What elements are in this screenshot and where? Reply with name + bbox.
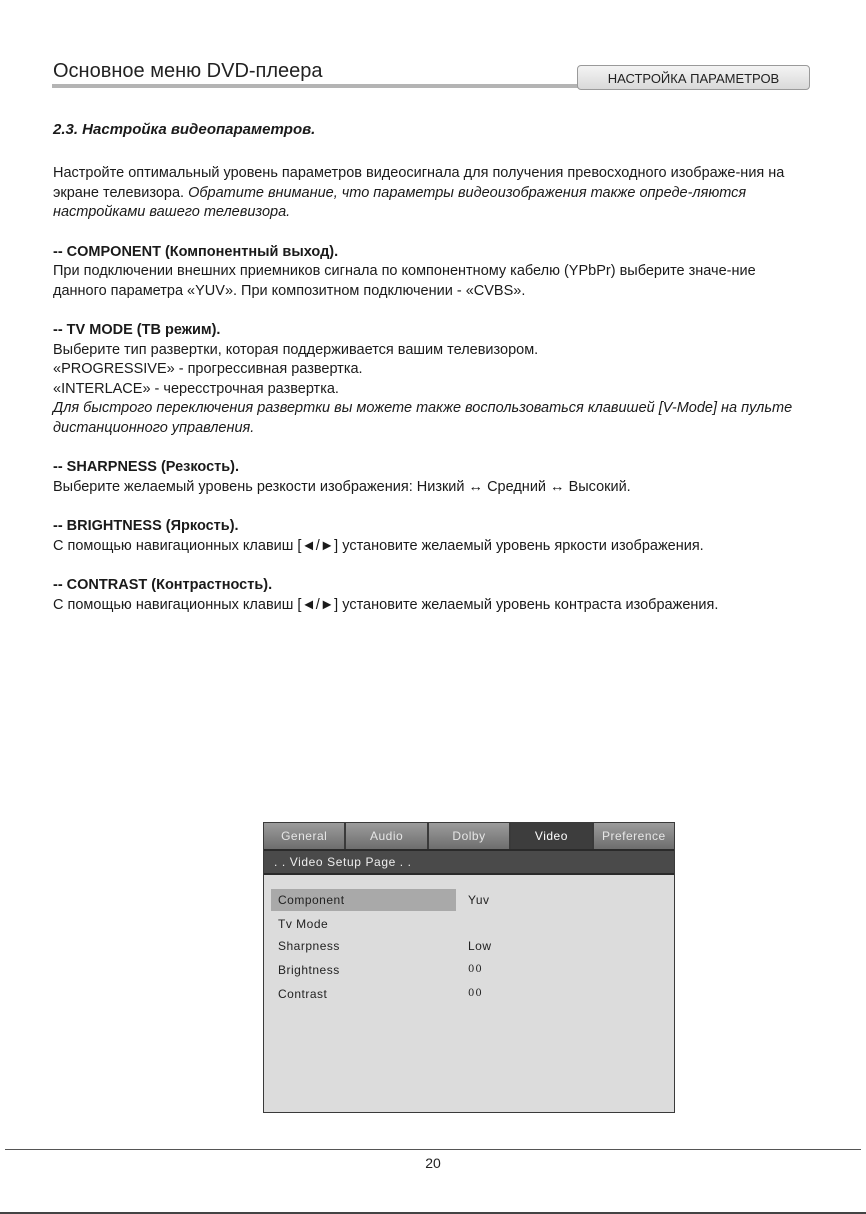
document-title: Основное меню DVD-плеера	[53, 60, 323, 82]
component-paragraph	[53, 243, 813, 302]
section-badge: НАСТРОЙКА ПАРАМЕТРОВ	[577, 65, 810, 90]
osd-tab-bar	[264, 823, 674, 849]
osd-row-label: Contrast	[278, 987, 328, 1001]
tab-audio[interactable]: Audio	[346, 823, 428, 849]
osd-row-label: Sharpness	[278, 939, 340, 953]
footer-divider	[5, 1149, 861, 1150]
intro-text: Настройте оптимальный уровень параметров видеосигнала для получения превосходного изображе-ния на экране телевизора.	[53, 165, 785, 201]
tv-mode-line3: «INTERLACE» - чересстрочная развертка.	[53, 380, 339, 397]
brightness-text: С помощью навигационных клавиш [◄/►] установите желаемый уровень яркости изображения.	[53, 537, 704, 554]
tab-video[interactable]: Video	[511, 823, 593, 849]
tab-dolby[interactable]: Dolby	[429, 823, 511, 849]
video-setup-screenshot	[263, 822, 675, 1113]
component-text: При подключении внешних приемников сигнала по компонентному кабелю (YPbPr) выберите значе-ние данного параметра «YUV». При композитном подключении - «CVBS».	[53, 263, 756, 299]
tv-mode-note: Для быстрого переключения развертки вы можете также воспользоваться клавишей [V-Mode] на пульте дистанционного управления.	[53, 400, 793, 436]
intro-paragraph	[53, 164, 813, 223]
osd-page-title: . . Video Setup Page . .	[264, 849, 674, 875]
tv-mode-line1: Выберите тип развертки, которая поддерживается вашим телевизором.	[53, 341, 539, 358]
contrast-heading: -- CONTRAST (Контрастность).	[53, 577, 273, 593]
tv-mode-paragraph	[53, 321, 813, 438]
osd-row-value: Low	[468, 939, 492, 953]
osd-settings-list	[264, 875, 674, 1092]
osd-row-value: 00	[468, 964, 483, 975]
tv-mode-line2: «PROGRESSIVE» - прогрессивная развертка.	[53, 361, 363, 377]
osd-row-label: Brightness	[278, 963, 340, 977]
osd-row-label: Tv Mode	[278, 917, 329, 931]
document-body	[53, 164, 813, 635]
page-number: 20	[425, 1155, 441, 1171]
osd-row-brightness[interactable]	[271, 959, 669, 981]
tab-preference[interactable]: Preference	[594, 823, 674, 849]
intro-note: Обратите внимание, что параметры видеоизображения также опреде-ляются настройками вашего телевизора.	[53, 184, 747, 220]
brightness-heading: -- BRIGHTNESS (Яркость).	[53, 518, 239, 534]
sharpness-paragraph	[53, 458, 813, 497]
header-underline	[52, 84, 578, 88]
contrast-paragraph	[53, 576, 813, 615]
section-title: 2.3. Настройка видеопараметров.	[53, 121, 316, 138]
osd-row-contrast[interactable]	[271, 983, 669, 1005]
osd-row-tv-mode[interactable]	[271, 913, 669, 935]
osd-row-value: 00	[468, 988, 483, 999]
sharpness-heading: -- SHARPNESS (Резкость).	[53, 459, 240, 475]
brightness-paragraph	[53, 517, 813, 556]
osd-row-sharpness[interactable]	[271, 935, 669, 957]
osd-row-value: Yuv	[468, 893, 490, 907]
tv-mode-heading: -- TV MODE (ТВ режим).	[53, 322, 221, 338]
osd-row-component[interactable]	[271, 889, 669, 911]
sharpness-text: Выберите желаемый уровень резкости изображения: Низкий ↔ Средний ↔ Высокий.	[53, 478, 631, 495]
osd-row-label: Component	[271, 889, 456, 911]
component-heading: -- COMPONENT (Компонентный выход).	[53, 243, 339, 260]
tab-general[interactable]: General	[264, 823, 346, 849]
contrast-text: С помощью навигационных клавиш [◄/►] установите желаемый уровень контраста изображения.	[53, 596, 719, 613]
